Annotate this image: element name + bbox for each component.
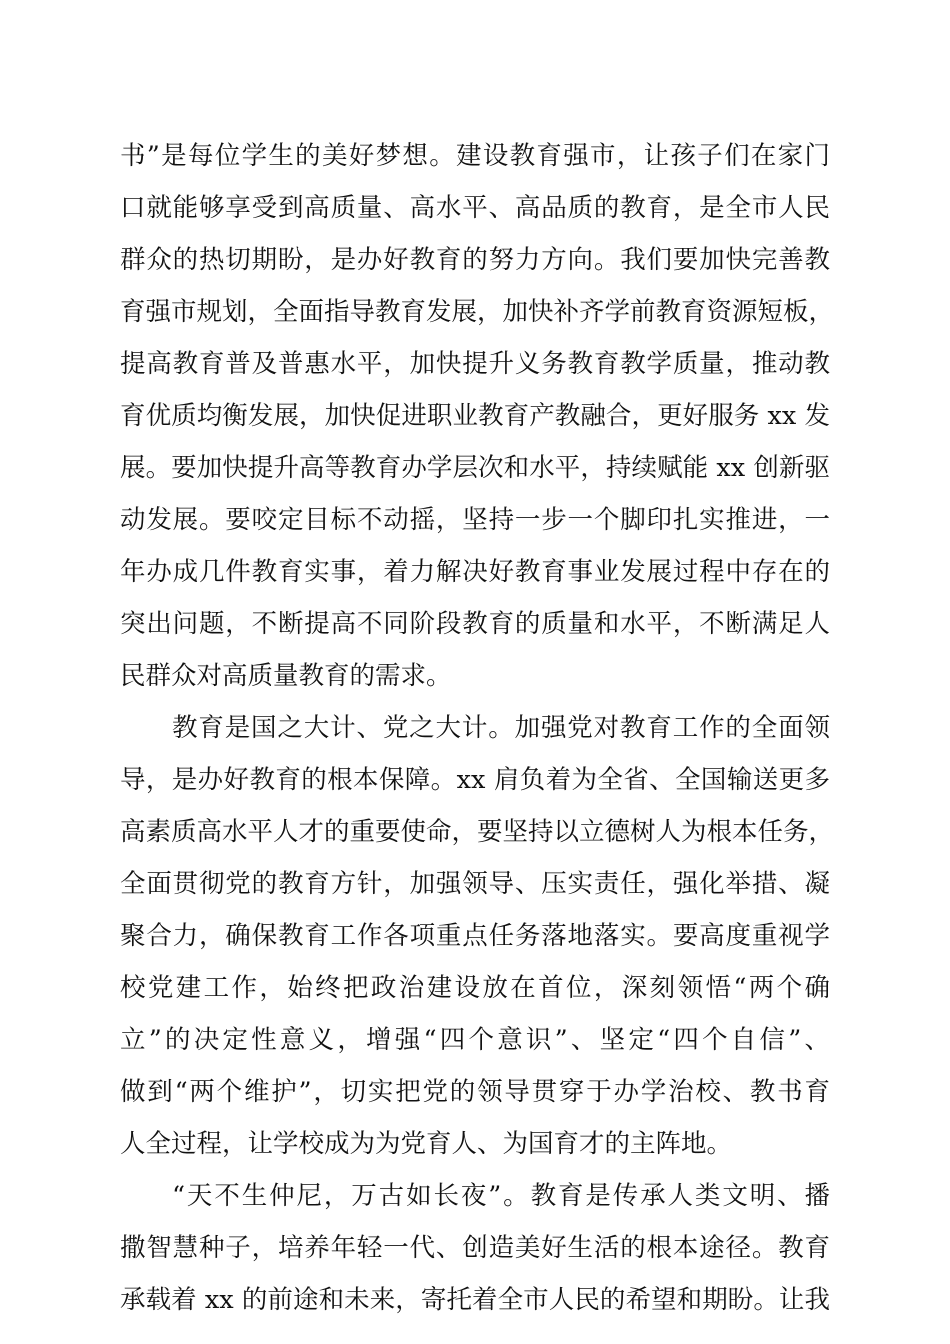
paragraph-line: 群众的热切期盼，是办好教育的努力方向。我们要加快完善教 [120, 245, 830, 275]
paragraph-line: 口就能够享受到高质量、高水平、高品质的教育，是全市人民 [120, 193, 830, 223]
paragraph-line: 全面贯彻党的教育方针，加强领导、压实责任，强化举措、凝 [120, 869, 830, 899]
paragraph-line: 撒智慧种子，培养年轻一代、创造美好生活的根本途径。教育 [120, 1233, 830, 1263]
paragraph-line: 动发展。要咬定目标不动摇，坚持一步一个脚印扎实推进，一 [120, 505, 830, 535]
paragraph-line: 导，是办好教育的根本保障。xx 肩负着为全省、全国输送更多 [120, 765, 830, 795]
paragraph-first-line: “天不生仲尼，万古如长夜”。教育是传承人类文明、播 [172, 1181, 830, 1211]
paragraph-line: 育强市规划，全面指导教育发展，加快补齐学前教育资源短板， [120, 297, 835, 327]
paragraph-first-line: 教育是国之大计、党之大计。加强党对教育工作的全面领 [172, 713, 830, 743]
paragraph-line: 展。要加快提升高等教育办学层次和水平，持续赋能 xx 创新驱 [120, 453, 830, 483]
paragraph-line: 聚合力，确保教育工作各项重点任务落地落实。要高度重视学 [120, 921, 830, 951]
paragraph-line: 立”的决定性意义，增强“四个意识”、坚定“四个自信”、 [120, 1025, 830, 1055]
paragraph-line: 突出问题，不断提高不同阶段教育的质量和水平，不断满足人 [120, 609, 830, 639]
paragraph-line: 做到“两个维护”，切实把党的领导贯穿于办学治校、教书育 [120, 1077, 830, 1107]
paragraph-line: 提高教育普及普惠水平，加快提升义务教育教学质量，推动教 [120, 349, 830, 379]
paragraph-line: 育优质均衡发展，加快促进职业教育产教融合，更好服务 xx 发 [120, 401, 830, 431]
paragraph-line: 人全过程，让学校成为为党育人、为国育才的主阵地。 [120, 1129, 733, 1159]
paragraph-line: 民群众对高质量教育的需求。 [120, 661, 452, 691]
paragraph-line: 高素质高水平人才的重要使命，要坚持以立德树人为根本任务， [120, 817, 835, 847]
paragraph-line: 年办成几件教育实事，着力解决好教育事业发展过程中存在的 [120, 557, 830, 587]
paragraph-line: 书”是每位学生的美好梦想。建设教育强市，让孩子们在家门 [120, 141, 830, 171]
paragraph-line: 校党建工作，始终把政治建设放在首位，深刻领悟“两个确 [120, 973, 830, 1003]
paragraph-line: 承载着 xx 的前途和未来，寄托着全市人民的希望和期盼。让我 [120, 1285, 830, 1315]
